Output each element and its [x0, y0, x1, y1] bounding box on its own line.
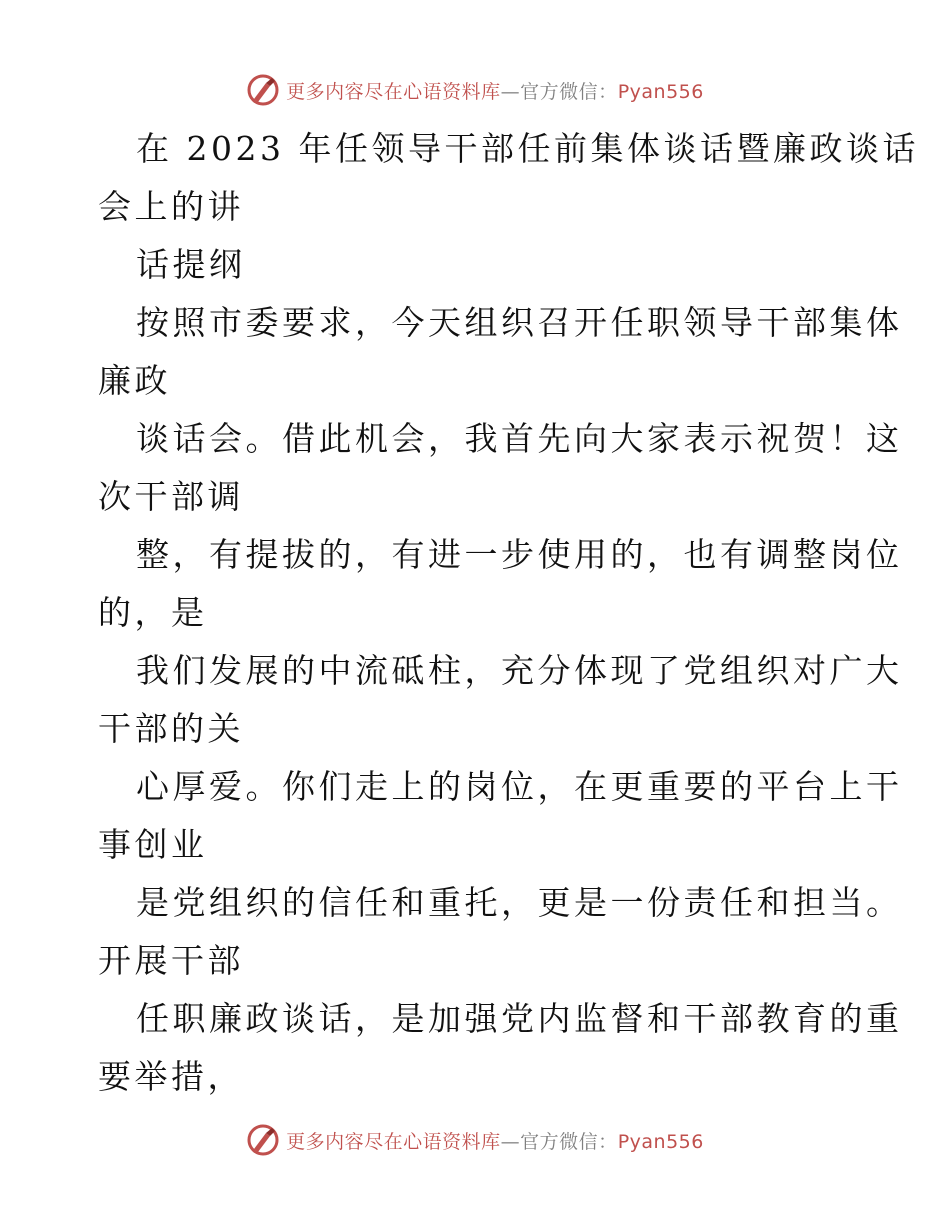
- header-banner: [0, 70, 950, 110]
- document-line: 在 2023 年任领导干部任前集体谈话暨廉政谈话: [136, 129, 919, 168]
- document-line: 任职廉政谈话，是加强党内监督和干部教育的重: [136, 999, 903, 1038]
- document-line: 廉政: [98, 361, 171, 400]
- footer-wechat-label: 官方微信：: [520, 1130, 618, 1153]
- footer-wechat-id: Pyan556: [617, 1130, 704, 1153]
- footer-brand-text: 更多内容尽在心语资料库: [286, 1130, 501, 1153]
- document-line: 次干部调: [98, 477, 244, 516]
- footer-banner: [0, 1120, 950, 1160]
- header-brand-text: 更多内容尽在心语资料库: [286, 80, 501, 103]
- document-line: 的，是: [98, 593, 208, 632]
- header-banner-text: [286, 77, 704, 104]
- document-body: [98, 120, 919, 1106]
- document-line: 事创业: [98, 825, 208, 864]
- document-line: 会上的讲: [98, 187, 244, 226]
- document-line: 整，有提拔的，有进一步使用的，也有调整岗位: [136, 535, 903, 574]
- footer-separator: —: [500, 1130, 521, 1153]
- document-line: 我们发展的中流砥柱，充分体现了党组织对广大: [136, 651, 903, 690]
- document-line: 要举措，: [98, 1057, 244, 1096]
- document-line: 按照市委要求，今天组织召开任职领导干部集体: [136, 303, 903, 342]
- footer-banner-text: [286, 1127, 704, 1154]
- header-wechat-label: 官方微信：: [520, 80, 618, 103]
- header-separator: —: [500, 80, 521, 103]
- pen-circle-logo-icon: [246, 1123, 280, 1157]
- document-line: 开展干部: [98, 941, 244, 980]
- document-line: 谈话会。借此机会，我首先向大家表示祝贺！这: [136, 419, 903, 458]
- document-line: 心厚爱。你们走上的岗位，在更重要的平台上干: [136, 767, 903, 806]
- pen-circle-logo-icon: [246, 73, 280, 107]
- document-line: 是党组织的信任和重托，更是一份责任和担当。: [136, 883, 903, 922]
- document-line: 干部的关: [98, 709, 244, 748]
- document-line: 话提纲: [136, 245, 246, 284]
- header-wechat-id: Pyan556: [617, 80, 704, 103]
